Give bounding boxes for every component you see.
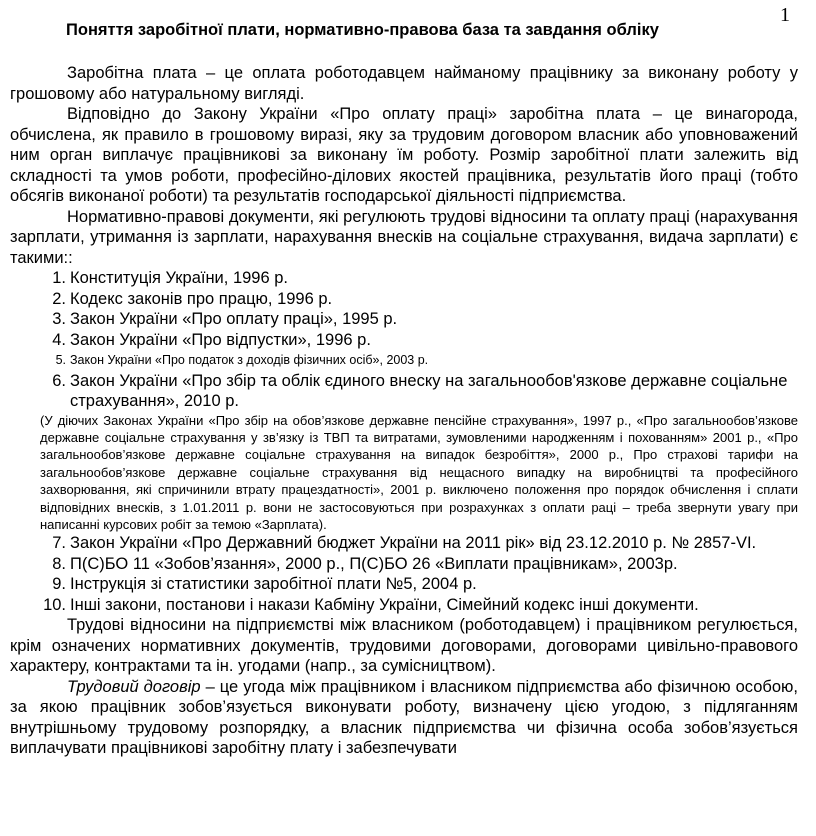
list-item bbox=[10, 554, 798, 575]
list-item-text: Конституція України, 1996 р. bbox=[70, 269, 288, 287]
list-item bbox=[10, 350, 798, 371]
list-item-text: П(С)БО 11 «Зобов’язання», 2000 р., П(С)БО 26 «Виплати працівникам», 2003р. bbox=[70, 554, 678, 573]
list-item-text: Закон України «Про Державний бюджет України на 2011 рік» від 23.12.2010 р. № 2857-VI. bbox=[70, 534, 757, 553]
paragraph-law-definition: Відповідно до Закону України «Про оплату праці» заробітна плата – це винагорода, обчислена, як правило в грошовому виразі, яку за трудовим договором власник або уповноважений ним орган виплачує працівникові за виконану їм роботу. Розмір заробітної плати залежить від складності та умов роботи, професійно-ділових якостей працівника, результатів його праці (тобто обсягів виконаної роботи) та результатів господарської діяльності підприємства. bbox=[10, 105, 798, 205]
list-item-text: Закон України «Про збір та облік єдиного внеску на загальнообов'язкове державне соціальне страхування», 2010 р. bbox=[70, 371, 788, 410]
list-item-number: 7. bbox=[52, 534, 66, 553]
regulation-list-a bbox=[10, 268, 798, 412]
page-title: Поняття заробітної плати, нормативно-правова база та завдання обліку bbox=[66, 21, 659, 39]
list-item-number: 8. bbox=[52, 554, 66, 573]
list-item bbox=[10, 371, 798, 412]
list-item bbox=[10, 309, 798, 330]
list-item-number: 5. bbox=[55, 353, 66, 367]
list-item bbox=[10, 533, 798, 554]
list-item-text: Закон України «Про відпустки», 1996 р. bbox=[70, 330, 371, 349]
list-item-text: Інструкція зі статистики заробітної плати №5, 2004 р. bbox=[70, 575, 477, 594]
list-item-text: Закон України «Про податок з доходів фізичних осіб», 2003 р. bbox=[70, 353, 429, 367]
paragraph-labor-contract-text: – це угода між працівником і власником підприємства або фізичною особою, за якою працівник зобов’язується виконувати роботу, визначену цією угодою, з підляганням внутрішньому трудовому розпорядку, а власник підприємства чи фізична особа зобов’язується виплачувати працівникові заробітну плату і забезпечувати bbox=[10, 677, 798, 758]
term-labor-contract: Трудовий договір bbox=[67, 677, 201, 696]
list-item-number: 1. bbox=[52, 269, 66, 287]
list-item-number: 2. bbox=[52, 289, 66, 308]
list-item bbox=[10, 595, 798, 616]
list-item-text: Інші закони, постанови і накази Кабміну України, Сімейний кодекс інші документи. bbox=[70, 595, 699, 614]
list-item-text: Закон України «Про оплату праці», 1995 р. bbox=[70, 310, 398, 328]
list-item bbox=[10, 268, 798, 289]
list-item-number: 9. bbox=[52, 575, 66, 594]
paragraph-labor-contract bbox=[10, 677, 798, 759]
paragraph-regulatory-intro: Нормативно-правові документи, які регулюють трудові відносини та оплату праці (нарахування зарплати, утримання із зарплати, нарахування внесків на соціальне страхування, видача зарплати) є такими:: bbox=[10, 207, 798, 267]
list-item bbox=[10, 289, 798, 310]
list-item-number: 6. bbox=[52, 371, 66, 390]
regulation-list-b bbox=[10, 533, 798, 615]
list-item-number: 10. bbox=[43, 595, 66, 614]
document-body bbox=[10, 63, 798, 759]
paragraph-definition: Заробітна плата – це оплата роботодавцем найманому працівнику за виконану роботу у грошовому або натуральному вигляді. bbox=[10, 64, 798, 103]
list-item-number: 3. bbox=[52, 310, 66, 328]
page-number: 1 bbox=[780, 4, 790, 26]
list-item-number: 4. bbox=[52, 330, 66, 349]
list-item-text: Кодекс законів про працю, 1996 р. bbox=[70, 289, 333, 308]
list-item bbox=[10, 574, 798, 595]
note-paragraph: (У діючих Законах України «Про збір на обов’язкове державне пенсійне страхування», 1997 р., «Про загальнообов’язкове державне соціальне страхування у зв’язку із ТВП та витратами, зумовленими народженням і похованням» 2001 р., «Про загальнообов’язкове державне соціальне страхування на випадок безробіття», 2000 р., Про страхові тарифи на загальнообов’язкове державне соціальне страхування від нещасного випадку на виробництві та професійного захворювання, які спричинили втрату працездатності», 2001 р. виключено положення про порядок обчислення і сплати відповідних внесків, з 1.01.2011 р. вони не застосовуються при розрахунках з оплати раці – треба звернути увагу при написанні курсових робіт за темою «Зарплата). bbox=[40, 412, 798, 532]
paragraph-labor-relations: Трудові відносини на підприємстві між власником (роботодавцем) і працівником регулюється, крім означених нормативних документів, трудовими договорами, договорами цивільно-правового характеру, контрактами та ін. угодами (напр., за сумісництвом). bbox=[10, 616, 798, 676]
list-item bbox=[10, 330, 798, 351]
